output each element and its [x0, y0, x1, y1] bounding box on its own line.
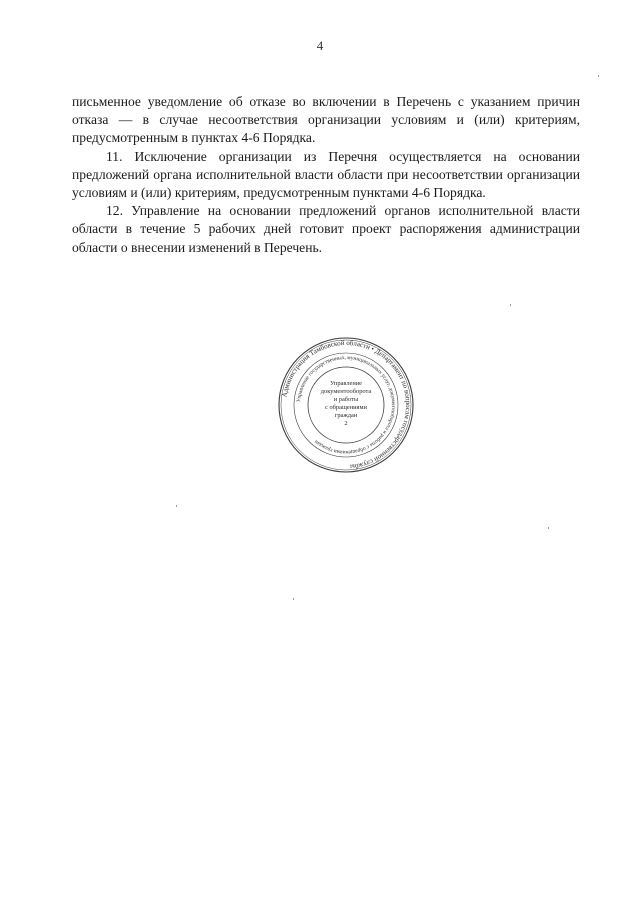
- seal-center-line-6: 2: [344, 420, 348, 427]
- seal-center-line-3: и работы: [333, 396, 359, 403]
- seal-graphic: [276, 335, 416, 475]
- seal-middle-ring-text: Управление государственных, муниципальных услуг, документооборота и работы с обращениями граждан: [296, 354, 397, 456]
- scan-speck: [598, 75, 599, 77]
- seal-center-line-5: граждан: [334, 412, 358, 419]
- scan-speck: [176, 505, 177, 507]
- seal-outer-ring-text: Администрация Тамбовской области • Департамент по вопросам государственной службы: [280, 338, 413, 471]
- scan-speck: [548, 527, 549, 529]
- seal-center-line-2: документооборота: [320, 388, 372, 395]
- page-number: 4: [316, 38, 324, 53]
- seal-center-line-1: Управление: [329, 380, 363, 387]
- seal-center-line-4: с обращениями: [325, 404, 367, 411]
- official-seal-stamp: [276, 335, 416, 475]
- paragraph-11: 11. Исключение организации из Перечня осуществляется на основании предложений органа исполнительной власти области при несоответствии организации условиям и (или) критериям, предусмотренным пунктами 4-6 Порядка.: [72, 148, 580, 201]
- scan-speck: [510, 304, 511, 306]
- paragraph-12: 12. Управление на основании предложений органов исполнительной власти области в течение 5 рабочих дней готовит проект распоряжения администрации области о внесении изменений в Перечень.: [72, 203, 580, 255]
- document-body: [72, 93, 580, 257]
- paragraph-continuation: письменное уведомление об отказе во включении в Перечень с указанием причин отказа — в случае несоответствия организации условиям и (или) критериям, предусмотренным в пунктах 4-6 Порядка.: [72, 94, 580, 146]
- scan-speck: [293, 598, 294, 600]
